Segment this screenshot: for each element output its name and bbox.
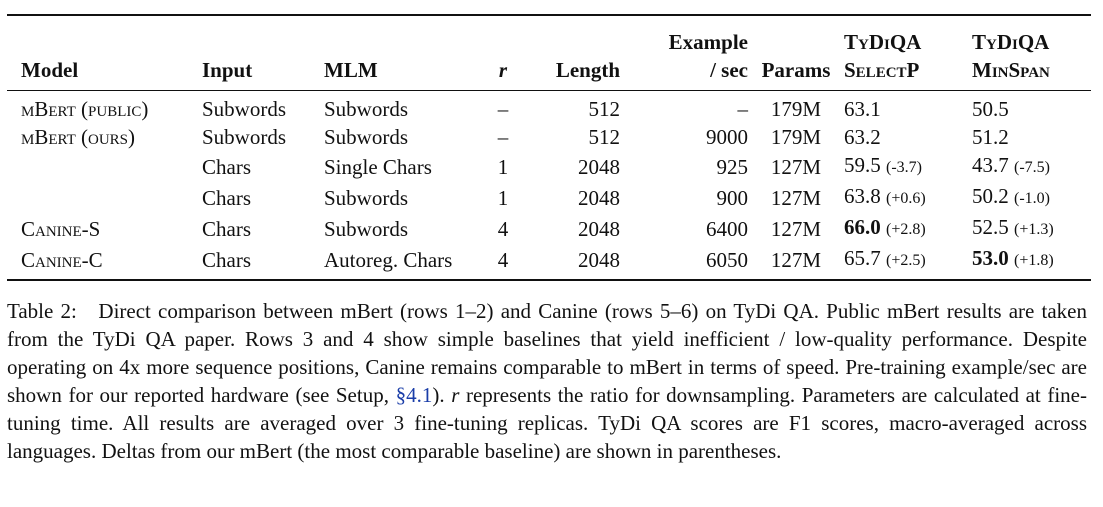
- cell-model: Canine-S: [21, 216, 101, 241]
- header-minspan-top: TyDiQA: [972, 30, 1050, 54]
- cell-r: 1: [497, 185, 509, 210]
- cell-input: Chars: [202, 216, 251, 241]
- caption-text-2: ).: [432, 383, 452, 407]
- minspan-value: 50.2: [972, 184, 1009, 208]
- cell-model: Canine-C: [21, 247, 103, 272]
- table-row: [7, 151, 1091, 182]
- cell-r: –: [497, 97, 509, 121]
- minspan-delta: (-7.5): [1014, 159, 1050, 176]
- minspan-delta: (+1.8): [1014, 252, 1054, 269]
- caption-text-1: Direct comparison between mBert (rows 1–2) and Canine (rows 5–6) on TyDi QA. Public mBert results are taken from the TyDi QA paper. Rows 3 and 4 show simple baselines that yield inefficient / low-quality performance. Despite operating on 4x more sequence positions, Canine remains comparable to mBert in terms of speed. Pre-training example/sec are shown for our reported hardware (see Setup,: [7, 299, 1088, 407]
- table-header: [7, 15, 1091, 91]
- cell-minspan: [972, 123, 1091, 151]
- selectp-value: 63.8: [844, 184, 881, 208]
- cell-selectp: [844, 182, 972, 213]
- cell-input: Subwords: [202, 97, 287, 121]
- cell-model: [7, 151, 202, 182]
- cell-model: mBert (public): [21, 97, 149, 121]
- cell-length: 2048: [578, 185, 620, 210]
- cell-length: 2048: [578, 216, 620, 241]
- selectp-value-best: 66.0: [844, 215, 881, 239]
- header-length: Length: [555, 58, 620, 82]
- cell-r: –: [497, 125, 509, 149]
- table-row: [7, 213, 1091, 244]
- header-mlm: MLM: [324, 58, 378, 82]
- minspan-value: 52.5: [972, 215, 1009, 239]
- table-row: [7, 244, 1091, 280]
- header-input: Input: [202, 58, 253, 82]
- header-selectp-top: TyDiQA: [844, 30, 922, 54]
- header-example-bottom: / sec: [710, 58, 748, 82]
- table-caption: [7, 297, 1087, 465]
- cell-selectp: [844, 91, 972, 124]
- selectp-delta: (+2.8): [886, 221, 926, 238]
- cell-minspan: [972, 151, 1091, 182]
- minspan-value: 51.2: [972, 125, 1009, 149]
- selectp-value: 63.1: [844, 97, 881, 121]
- selectp-delta: (+2.5): [886, 252, 926, 269]
- cell-model: [7, 182, 202, 213]
- cell-mlm: Subwords: [324, 97, 409, 121]
- cell-example: –: [737, 97, 748, 121]
- cell-selectp: [844, 244, 972, 280]
- cell-length: 2048: [578, 247, 620, 272]
- results-table-container: [7, 14, 1091, 281]
- cell-input: Chars: [202, 247, 251, 272]
- table-row: [7, 123, 1091, 151]
- cell-input: Chars: [202, 154, 251, 179]
- header-params: Params: [761, 58, 831, 82]
- selectp-delta: (+0.6): [886, 190, 926, 207]
- results-table: [7, 14, 1091, 281]
- selectp-delta: (-3.7): [886, 159, 922, 176]
- minspan-value: 43.7: [972, 153, 1009, 177]
- cell-params: 179M: [770, 97, 822, 121]
- cell-params: 127M: [770, 216, 822, 241]
- caption-label: Table 2:: [7, 299, 77, 323]
- cell-example: 900: [716, 185, 748, 210]
- cell-selectp: [844, 151, 972, 182]
- table-row: [7, 91, 1091, 124]
- cell-r: 4: [497, 216, 509, 241]
- table-row: [7, 182, 1091, 213]
- header-model: Model: [21, 58, 79, 82]
- cell-length: 512: [588, 97, 620, 121]
- cell-minspan: [972, 91, 1091, 124]
- cell-r: 1: [497, 154, 509, 179]
- cell-minspan: [972, 182, 1091, 213]
- cell-params: 127M: [770, 247, 822, 272]
- cell-params: 179M: [770, 125, 822, 149]
- cell-selectp: [844, 213, 972, 244]
- cell-input: Chars: [202, 185, 251, 210]
- cell-input: Subwords: [202, 125, 287, 149]
- cell-length: 2048: [578, 154, 620, 179]
- table-body: [7, 91, 1091, 281]
- header-minspan-bottom: MinSpan: [972, 58, 1050, 82]
- minspan-delta: (-1.0): [1014, 190, 1050, 207]
- cell-minspan: [972, 244, 1091, 280]
- cell-minspan: [972, 213, 1091, 244]
- cell-params: 127M: [770, 154, 822, 179]
- cell-example: 925: [716, 154, 748, 179]
- header-example-top: Example: [668, 30, 748, 54]
- cell-selectp: [844, 123, 972, 151]
- cell-example: 6400: [706, 216, 748, 241]
- selectp-value: 63.2: [844, 125, 881, 149]
- header-r: r: [498, 58, 508, 82]
- cell-model: mBert (ours): [21, 125, 136, 149]
- minspan-delta: (+1.3): [1014, 221, 1054, 238]
- cell-mlm: Subwords: [324, 216, 409, 241]
- header-selectp-bottom: SelectP: [844, 58, 920, 82]
- cell-length: 512: [588, 125, 620, 149]
- cell-mlm: Subwords: [324, 185, 409, 210]
- selectp-value: 59.5: [844, 153, 881, 177]
- cell-mlm: Single Chars: [324, 154, 432, 179]
- cell-r: 4: [497, 247, 509, 272]
- cell-mlm: Autoreg. Chars: [324, 247, 453, 272]
- cell-params: 127M: [770, 185, 822, 210]
- section-link[interactable]: §4.1: [395, 383, 433, 407]
- caption-r-symbol: r: [451, 383, 460, 407]
- selectp-value: 65.7: [844, 246, 881, 270]
- minspan-value-best: 53.0: [972, 246, 1009, 270]
- cell-example: 6050: [706, 247, 748, 272]
- cell-mlm: Subwords: [324, 125, 409, 149]
- cell-example: 9000: [706, 125, 748, 149]
- minspan-value: 50.5: [972, 97, 1009, 121]
- caption-text-3: represents the ratio for downsampling. Parameters are calculated at fine-tuning time. All results are averaged over 3 fine-tuning replicas. TyDi QA scores are F1 scores, macro-averaged across languages. Deltas from our mBert (the most comparable baseline) are shown in parentheses.: [7, 383, 1087, 463]
